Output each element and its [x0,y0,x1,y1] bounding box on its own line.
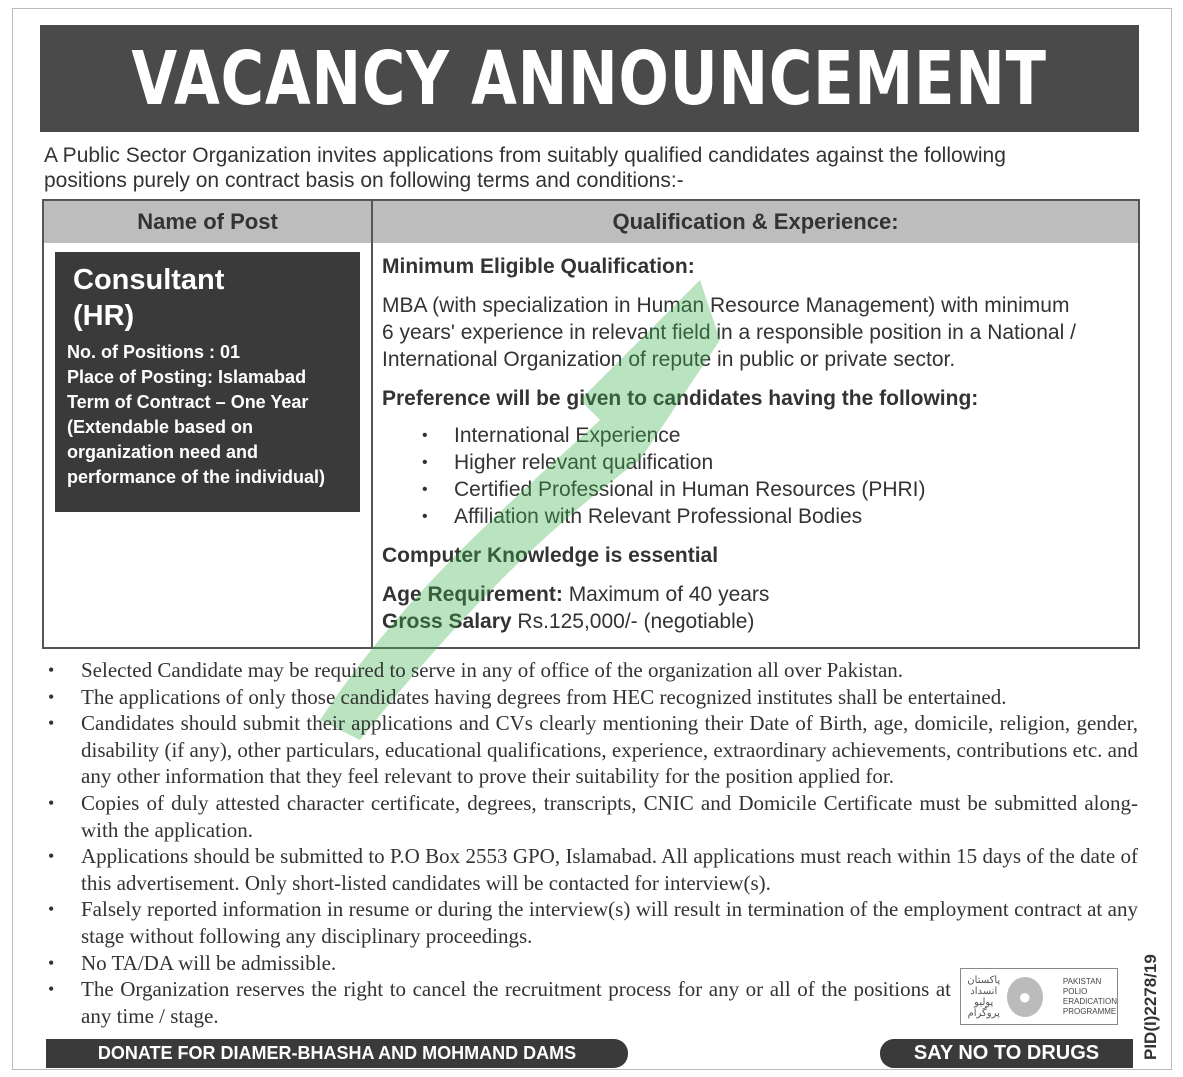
term-item: • Copies of duly attested character certificate, degrees, transcripts, CNIC and Domicile Certificate must be submitted along-with the application. [48,790,1138,843]
preference-item: • Higher relevant qualification [454,449,1132,476]
post-title-line-1: Consultant [73,264,225,296]
post-title-line-2: (HR) [73,300,135,332]
min-qualification-heading: Minimum Eligible Qualification: [382,255,695,278]
preference-item: • Certified Professional in Human Resources (PHRI) [454,476,1132,503]
age-requirement [382,581,1132,608]
salary-label: Gross Salary [382,610,512,633]
logo-english-text: PAKISTAN POLIO ERADICATION PROGRAMME [1062,976,1117,1016]
place-of-posting: Place of Posting: Islamabad [67,367,307,387]
header-qualification: Qualification & Experience: [373,201,1138,243]
extendable-line-1: (Extendable based on [67,417,254,437]
preference-list [382,422,1132,530]
term-of-contract: Term of Contract – One Year [67,392,309,412]
term-item: • Selected Candidate may be required to serve in any of office of the organization all over Pakistan. [48,657,1138,684]
term-item: • No TA/DA will be admissible. [48,950,1138,977]
computer-knowledge: Computer Knowledge is essential [382,544,719,567]
header-name-of-post: Name of Post [44,201,373,243]
min-qualification-line-3: International Organization of repute in public or private sector. [382,348,956,371]
post-box [55,252,360,512]
preference-heading: Preference will be given to candidates having the following: [382,387,979,410]
intro-text [44,143,1139,193]
term-item: • Candidates should submit their applications and CVs clearly mentioning their Date of Birth, age, domicile, religion, gender, disability (if any), other particulars, educational qualifications, experience, extraordinary achievements, contributions etc. and any other information that they feel relevant to prove their suitability for the position applied for. [48,710,1138,790]
age-value: Maximum of 40 years [562,583,770,606]
min-qualification-line-2: 6 years' experience in relevant field in a responsible position in a National / [382,321,1076,344]
intro-line-1: A Public Sector Organization invites applications from suitably qualified candidates against the following [44,144,1006,167]
term-item: • The Organization reserves the right to cancel the recruitment process for any or all of the positions at any time / stage. [48,976,951,1029]
no-of-positions: No. of Positions : 01 [67,342,241,362]
term-item: • Applications should be submitted to P.O Box 2553 GPO, Islamabad. All applications must reach within 15 days of the date of this advertisement. Only short-listed candidates will be contacted for interview(s). [48,843,1138,896]
post-details [67,340,348,490]
gross-salary [382,608,1132,635]
drop-icon: ● [1007,977,1043,1017]
extendable-line-3: performance of the individual) [67,467,326,487]
qualification-section [382,253,1132,635]
logo-urdu-text: پاکستان انسداد پولیو پروگرام [967,974,1001,1019]
vacancy-table [42,199,1140,649]
age-label: Age Requirement: [382,583,563,606]
salary-value: Rs.125,000/- (negotiable) [511,610,755,633]
preference-item: • Affiliation with Relevant Professional Bodies [454,503,1132,530]
min-qualification-line-1: MBA (with specialization in Human Resource Management) with minimum [382,294,1070,317]
term-item: • The applications of only those candidates having degrees from HEC recognized institutes shall be entertained. [48,684,1138,711]
preference-item: • International Experience [454,422,1132,449]
term-item: • Falsely reported information in resume or during the interview(s) will result in termination of the employment contract at any stage without following any disciplinary proceedings. [48,896,1138,949]
page-title: VACANCY ANNOUNCEMENT [131,35,1048,122]
pid-number: PID(I)2278/19 [1141,954,1160,1060]
extendable-line-2: organization need and [67,442,259,462]
column-divider [371,201,373,647]
footer-dams-banner: DONATE FOR DIAMER-BHASHA AND MOHMAND DAMS [46,1039,628,1068]
intro-line-2: positions purely on contract basis on following terms and conditions:- [44,169,684,192]
title-banner [40,25,1139,132]
polio-programme-logo [960,968,1118,1025]
footer-drugs-banner: SAY NO TO DRUGS [880,1039,1133,1068]
